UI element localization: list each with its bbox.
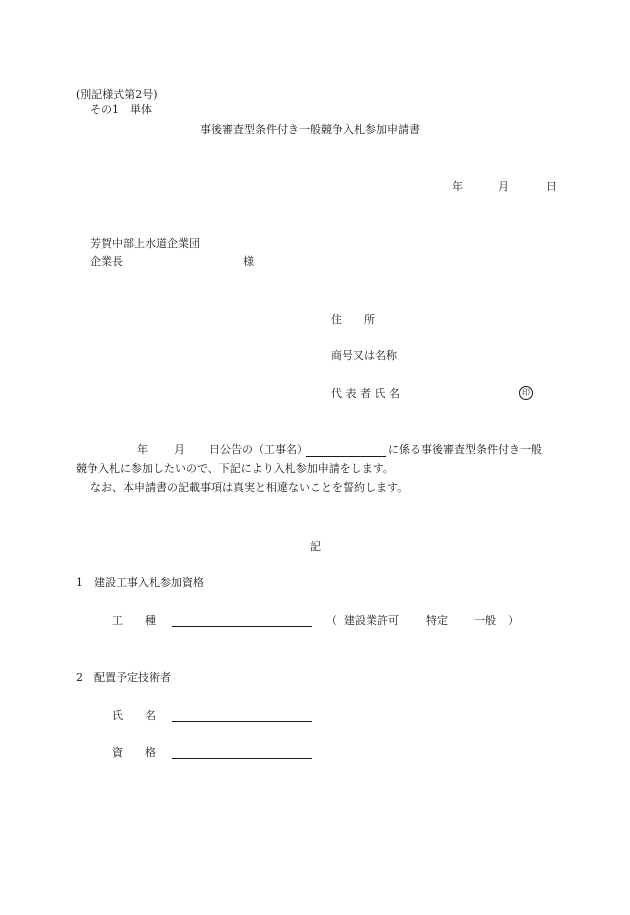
engineer-name-blank [172,721,312,722]
date-day: 日 [546,180,557,193]
representative-name-label: 代 表 者 氏 名 [331,387,400,400]
section1-heading: 1 建設工事入札参加資格 [76,576,204,589]
address-label: 住 所 [331,313,375,326]
date-month: 月 [498,180,509,193]
addressee-organization: 芳賀中部上水道企業団 [90,237,200,250]
company-name-label: 商号又は名称 [331,349,397,362]
project-name-blank [306,456,386,457]
section2-heading: 2 配置予定技術者 [76,671,171,684]
date-year: 年 [452,180,463,193]
qualification-blank [172,758,312,759]
body-month: 月 [174,443,185,456]
qualification-label: 資 格 [112,746,156,759]
seal-mark: 印 [519,386,533,400]
body-line3: なお、本申請書の記載事項は真実と相違ないことを誓約します。 [90,481,409,494]
body-year: 年 [137,443,148,456]
engineer-name-label: 氏 名 [112,709,156,722]
addressee-honorific: 様 [243,255,254,268]
paren-close: ） [508,614,519,627]
body-line1-tail: に係る事後審査型条件付き一般 [388,443,542,456]
ki-heading: 記 [310,540,321,553]
work-type-blank [172,626,312,627]
option-special: 特定 [426,614,448,627]
body-day-announcement: 日公告の（工事名） [209,443,308,456]
addressee-position: 企業長 [90,255,123,268]
option-general: 一般 [474,614,496,627]
body-line2: 競争入札に参加したいので、下記により入札参加申請をします。 [76,462,394,475]
document-title: 事後審査型条件付き一般競争入札参加申請書 [200,123,420,136]
paren-open: （ [326,614,337,627]
work-type-label: 工 種 [112,614,156,627]
form-subtitle: その1 単体 [90,103,152,116]
form-number: (別記様式第2号) [76,88,158,101]
option-construction-license: 建設業許可 [344,614,399,627]
